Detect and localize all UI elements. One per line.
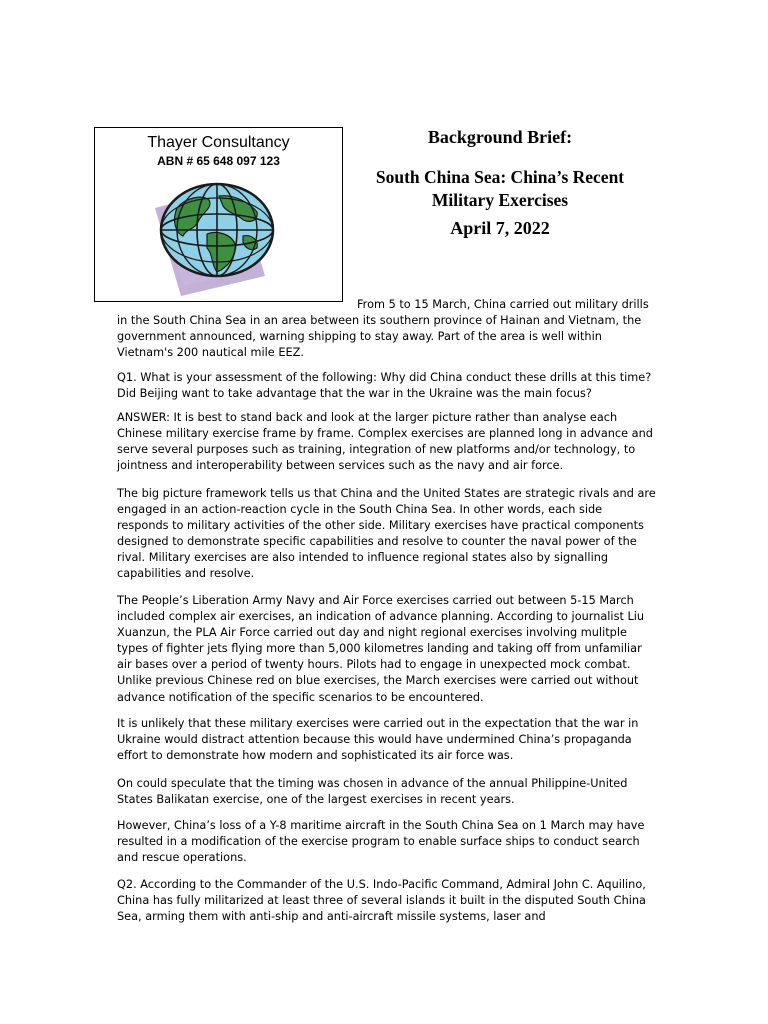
paragraph-q2: Q2. According to the Commander of the U.S. Indo-Pacific Command, Admiral John C. Aquilino, China has fully militarized at least three of several islands it built in the disputed South China Sea, arming them with anti-ship and anti-aircraft missile systems, laser and xyxy=(117,878,646,924)
paragraph-balikatan: On could speculate that the timing was chosen in advance of the annual Philippine-United States Balikatan exercise, one of the largest exercises in recent years. xyxy=(117,777,628,807)
document-title: South China Sea: China’s Recent Military Exercises xyxy=(375,167,625,210)
globe-icon xyxy=(147,178,287,298)
paragraph-framework: The big picture framework tells us that China and the United States are strategic rivals and are engaged in an action-reaction cycle in the South China Sea. In other words, each side responds to military activities of the other side. Military exercises have practical components designed to demonstrate specific capabilities and resolve to counter the naval power of the rival. Military exercises are also intended to influence regional states also by signalling capabilities and resolve. xyxy=(117,487,656,581)
paragraph-intro: From 5 to 15 March, China carried out military drills in the South China Sea in an area between its southern province of Hainan and Vietnam, the government announced, warning shipping to stay away. Part of the area is well within Vietnam's 200 nautical mile EEZ. xyxy=(117,298,649,360)
paragraph-y8-aircraft: However, China’s loss of a Y-8 maritime aircraft in the South China Sea on 1 March may have resulted in a modification of the exercise program to enable surface ships to conduct search and rescue operations. xyxy=(117,819,645,865)
paragraph-q1: Q1. What is your assessment of the following: Why did China conduct these drills at this time? Did Beijing want to take advantage that the war in the Ukraine was the main focus? xyxy=(117,371,652,401)
brief-heading: Background Brief: xyxy=(427,127,573,147)
company-name: Thayer Consultancy xyxy=(147,134,290,151)
document-date: April 7, 2022 xyxy=(450,218,550,238)
paragraph-answer: ANSWER: It is best to stand back and look at the larger picture rather than analyse each Chinese military exercise frame by frame. Complex exercises are planned long in advance and serve several purposes such as training, integration of new platforms and/or technology, to jointness and interoperability between services such as the navy and air force. xyxy=(117,411,653,473)
paragraph-pla-exercises: The People’s Liberation Army Navy and Air Force exercises carried out between 5-15 March included complex air exercises, an indication of advance planning. According to journalist Liu Xuanzun, the PLA Air Force carried out day and night regional exercises involving mulitple types of fighter jets flying more than 5,000 kilometres landing and taking off from unfamiliar air bases over a period of twenty hours. Pilots had to engage in unexpected mock combat. Unlike previous Chinese red on blue exercises, the March exercises were carried out without advance notification of the specific scenarios to be encountered. xyxy=(117,594,645,704)
paragraph-ukraine: It is unlikely that these military exercises were carried out in the expectation that the war in Ukraine would distract attention because this would have undermined China’s propaganda effort to demonstrate how modern and sophisticated its air force was. xyxy=(117,717,639,763)
company-abn: ABN # 65 648 097 123 xyxy=(157,154,280,168)
company-logo-box xyxy=(94,127,343,302)
